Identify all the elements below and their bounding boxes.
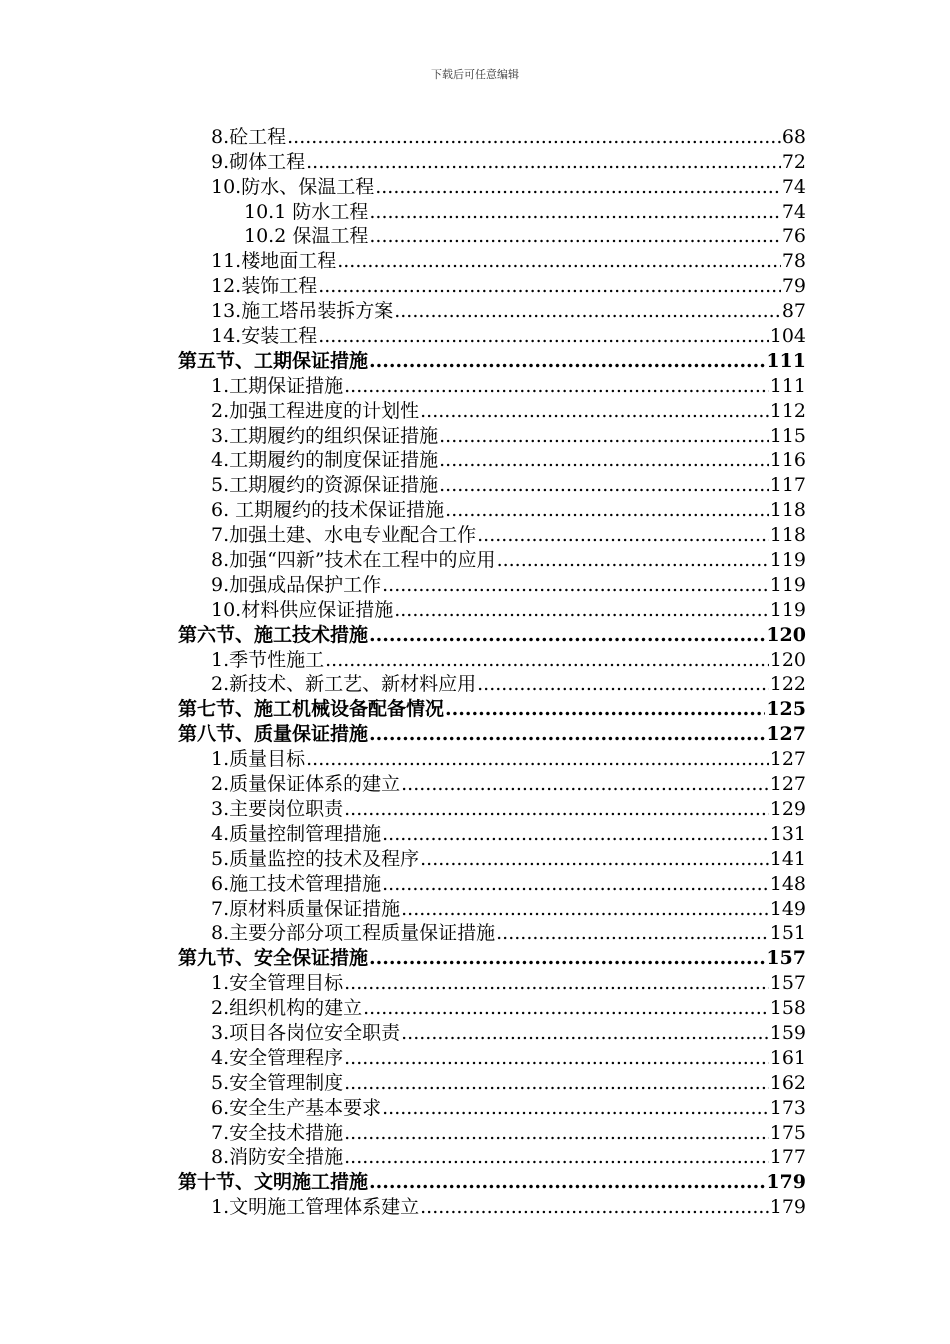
toc-page-number: 119 — [769, 598, 806, 621]
toc-entry-label: 5.质量监控的技术及程序 — [211, 847, 420, 870]
toc-entry-label: 8.加强“四新”技术在工程中的应用 — [211, 549, 496, 572]
toc-dot-leader — [344, 374, 769, 398]
toc-page-number: 74 — [781, 200, 806, 223]
toc-page-number: 122 — [769, 673, 806, 696]
toc-dot-leader — [369, 722, 765, 746]
toc-entry[interactable] — [178, 1070, 806, 1095]
toc-entry-label: 1.文明施工管理体系建立 — [211, 1196, 420, 1219]
toc-dot-leader — [344, 1121, 769, 1145]
toc-entry-label: 2.组织机构的建立 — [211, 997, 363, 1020]
toc-dot-leader — [382, 872, 769, 896]
toc-dot-leader — [344, 797, 769, 821]
toc-page-number: 127 — [769, 773, 806, 796]
toc-entry-label: 3.项目各岗位安全职责 — [211, 1021, 401, 1044]
page-header: 下载后可任意编辑 — [431, 68, 519, 81]
toc-entry-label: 1.质量目标 — [211, 748, 306, 771]
toc-section-entry[interactable] — [178, 622, 806, 647]
toc-page-number: 179 — [769, 1196, 806, 1219]
toc-page-number: 104 — [769, 325, 806, 348]
toc-dot-leader — [318, 274, 781, 298]
toc-page-number: 76 — [781, 225, 806, 248]
toc-entry-label: 3.主要岗位职责 — [211, 797, 344, 820]
toc-entry-label: 9.砌体工程 — [211, 150, 306, 173]
toc-entry[interactable] — [178, 323, 806, 348]
toc-page-number: 119 — [769, 573, 806, 596]
toc-entry-label: 6.安全生产基本要求 — [211, 1096, 382, 1119]
toc-entry[interactable] — [178, 398, 806, 423]
toc-dot-leader — [306, 150, 781, 174]
toc-entry[interactable] — [178, 423, 806, 448]
toc-entry[interactable] — [178, 746, 806, 771]
toc-entry[interactable] — [178, 497, 806, 522]
toc-entry-label: 5.工期履约的资源保证措施 — [211, 474, 439, 497]
toc-page-number: 162 — [769, 1071, 806, 1094]
toc-dot-leader — [337, 249, 781, 273]
toc-entry[interactable] — [178, 1020, 806, 1045]
toc-entry-label: 2.质量保证体系的建立 — [211, 773, 401, 796]
toc-page-number: 117 — [769, 474, 806, 497]
toc-page-number: 127 — [769, 748, 806, 771]
toc-entry[interactable] — [178, 1145, 806, 1170]
toc-entry[interactable] — [178, 572, 806, 597]
toc-entry[interactable] — [178, 448, 806, 473]
toc-page-number: 179 — [766, 1171, 806, 1194]
toc-page-number: 131 — [769, 822, 806, 845]
toc-entry-label: 第八节、质量保证措施 — [178, 723, 369, 746]
toc-dot-leader — [287, 125, 781, 149]
toc-dot-leader — [439, 448, 769, 472]
toc-entry[interactable] — [178, 1045, 806, 1070]
toc-entry-label: 1.工期保证措施 — [211, 374, 344, 397]
toc-entry[interactable] — [178, 921, 806, 946]
toc-entry-label: 7.原材料质量保证措施 — [211, 897, 401, 920]
toc-entry-label: 10.防水、保温工程 — [211, 175, 375, 198]
toc-entry[interactable] — [178, 1120, 806, 1145]
toc-entry[interactable] — [178, 597, 806, 622]
toc-dot-leader — [363, 996, 769, 1020]
toc-dot-leader — [496, 921, 769, 945]
toc-dot-leader — [369, 1170, 765, 1194]
toc-page-number: 157 — [766, 947, 806, 970]
toc-section-entry[interactable] — [178, 696, 806, 721]
toc-dot-leader — [401, 1021, 769, 1045]
toc-dot-leader — [306, 747, 769, 771]
toc-entry[interactable] — [178, 547, 806, 572]
toc-entry[interactable] — [178, 373, 806, 398]
toc-entry-label: 第九节、安全保证措施 — [178, 947, 369, 970]
toc-entry-label: 9.加强成品保护工作 — [211, 573, 382, 596]
toc-dot-leader — [394, 598, 769, 622]
toc-page-number: 141 — [769, 847, 806, 870]
toc-entry-label: 4.质量控制管理措施 — [211, 822, 382, 845]
toc-dot-leader — [344, 971, 769, 995]
toc-page-number: 158 — [769, 997, 806, 1020]
toc-entry-label: 6. 工期履约的技术保证措施 — [211, 499, 445, 522]
toc-entry-label: 7.安全技术措施 — [211, 1121, 344, 1144]
toc-dot-leader — [420, 1195, 769, 1219]
toc-page-number: 116 — [769, 449, 806, 472]
toc-entry-label: 1.安全管理目标 — [211, 972, 344, 995]
toc-page-number: 129 — [769, 797, 806, 820]
toc-entry[interactable] — [178, 472, 806, 497]
toc-entry[interactable] — [178, 273, 806, 298]
toc-entry[interactable] — [178, 821, 806, 846]
toc-page-number: 111 — [766, 349, 806, 372]
toc-entry-label: 第六节、施工技术措施 — [178, 623, 369, 646]
toc-dot-leader — [369, 623, 765, 647]
toc-page-number: 72 — [781, 150, 806, 173]
toc-page-number: 115 — [769, 424, 806, 447]
toc-entry[interactable] — [178, 771, 806, 796]
toc-dot-leader — [401, 897, 769, 921]
toc-entry[interactable] — [178, 149, 806, 174]
toc-page-number: 118 — [769, 499, 806, 522]
toc-page-number: 78 — [781, 250, 806, 273]
toc-entry[interactable] — [178, 1194, 806, 1219]
toc-entry[interactable] — [178, 846, 806, 871]
toc-page-number: 74 — [781, 175, 806, 198]
toc-page-number: 157 — [769, 972, 806, 995]
toc-page-number: 68 — [781, 125, 806, 148]
toc-page-number: 120 — [766, 623, 806, 646]
toc-entry[interactable] — [178, 298, 806, 323]
toc-entry-label: 3.工期履约的组织保证措施 — [211, 424, 439, 447]
toc-dot-leader — [369, 224, 780, 248]
toc-entry-label: 第五节、工期保证措施 — [178, 349, 369, 372]
toc-dot-leader — [445, 697, 765, 721]
toc-page-number: 125 — [766, 698, 806, 721]
toc-dot-leader — [344, 1046, 769, 1070]
toc-section-entry[interactable] — [178, 348, 806, 373]
toc-dot-leader — [477, 672, 769, 696]
toc-entry[interactable] — [178, 672, 806, 697]
toc-entry-label: 7.加强土建、水电专业配合工作 — [211, 524, 477, 547]
toc-dot-leader — [318, 324, 769, 348]
toc-entry-label: 12.装饰工程 — [211, 275, 318, 298]
toc-entry[interactable] — [178, 995, 806, 1020]
toc-entry[interactable] — [178, 970, 806, 995]
toc-dot-leader — [344, 1071, 769, 1095]
toc-entry-label: 11.楼地面工程 — [211, 250, 337, 273]
toc-section-entry[interactable] — [178, 721, 806, 746]
toc-entry-label: 10.1 防水工程 — [244, 200, 369, 223]
toc-page-number: 161 — [769, 1046, 806, 1069]
toc-dot-leader — [477, 523, 769, 547]
toc-entry-label: 第十节、文明施工措施 — [178, 1171, 369, 1194]
toc-page-number: 112 — [769, 399, 806, 422]
toc-entry-label: 4.安全管理程序 — [211, 1046, 344, 1069]
toc-page-number: 119 — [769, 549, 806, 572]
toc-page-number: 177 — [769, 1146, 806, 1169]
toc-dot-leader — [382, 573, 769, 597]
toc-page-number: 111 — [769, 374, 806, 397]
toc-entry[interactable] — [178, 199, 806, 224]
toc-dot-leader — [369, 349, 765, 373]
toc-page-number: 127 — [766, 723, 806, 746]
toc-entry-label: 10.2 保温工程 — [244, 225, 369, 248]
toc-dot-leader — [439, 424, 769, 448]
toc-entry[interactable] — [178, 522, 806, 547]
toc-dot-leader — [420, 847, 769, 871]
toc-entry-label: 2.新技术、新工艺、新材料应用 — [211, 673, 477, 696]
toc-dot-leader — [325, 648, 769, 672]
toc-dot-leader — [382, 822, 769, 846]
toc-entry-label: 4.工期履约的制度保证措施 — [211, 449, 439, 472]
toc-entry[interactable] — [178, 647, 806, 672]
toc-page-number: 118 — [769, 524, 806, 547]
toc-page-number: 159 — [769, 1021, 806, 1044]
toc-page-number: 151 — [769, 922, 806, 945]
toc-dot-leader — [369, 200, 780, 224]
toc-page-number: 173 — [769, 1096, 806, 1119]
toc-dot-leader — [439, 473, 769, 497]
toc-entry[interactable] — [178, 896, 806, 921]
toc-entry-label: 2.加强工程进度的计划性 — [211, 399, 420, 422]
toc-entry[interactable] — [178, 796, 806, 821]
toc-section-entry[interactable] — [178, 945, 806, 970]
toc-dot-leader — [497, 548, 769, 572]
toc-entry[interactable] — [178, 224, 806, 249]
toc-entry-label: 8.砼工程 — [211, 125, 287, 148]
toc-entry[interactable] — [178, 174, 806, 199]
toc-entry[interactable] — [178, 248, 806, 273]
toc-page-number: 149 — [769, 897, 806, 920]
toc-entry-label: 6.施工技术管理措施 — [211, 872, 382, 895]
toc-page-number: 148 — [769, 872, 806, 895]
toc-dot-leader — [375, 175, 781, 199]
toc-entry[interactable] — [178, 871, 806, 896]
toc-dot-leader — [344, 1145, 769, 1169]
toc-entry-label: 8.消防安全措施 — [211, 1146, 344, 1169]
toc-entry-label: 13.施工塔吊装拆方案 — [211, 300, 394, 323]
toc-dot-leader — [394, 299, 781, 323]
toc-dot-leader — [369, 946, 765, 970]
toc-dot-leader — [445, 498, 769, 522]
toc-entry-label: 第七节、施工机械设备配备情况 — [178, 698, 445, 721]
table-of-contents — [178, 124, 806, 1219]
toc-entry-label: 5.安全管理制度 — [211, 1071, 344, 1094]
toc-entry-label: 8.主要分部分项工程质量保证措施 — [211, 922, 496, 945]
toc-page-number: 87 — [781, 300, 806, 323]
toc-dot-leader — [401, 772, 769, 796]
toc-entry-label: 1.季节性施工 — [211, 648, 325, 671]
toc-entry-label: 10.材料供应保证措施 — [211, 598, 394, 621]
toc-page-number: 79 — [781, 275, 806, 298]
toc-page-number: 120 — [769, 648, 806, 671]
toc-section-entry[interactable] — [178, 1169, 806, 1194]
toc-dot-leader — [382, 1096, 769, 1120]
toc-entry[interactable] — [178, 124, 806, 149]
toc-dot-leader — [420, 399, 769, 423]
toc-page-number: 175 — [769, 1121, 806, 1144]
toc-entry-label: 14.安装工程 — [211, 325, 318, 348]
toc-entry[interactable] — [178, 1095, 806, 1120]
